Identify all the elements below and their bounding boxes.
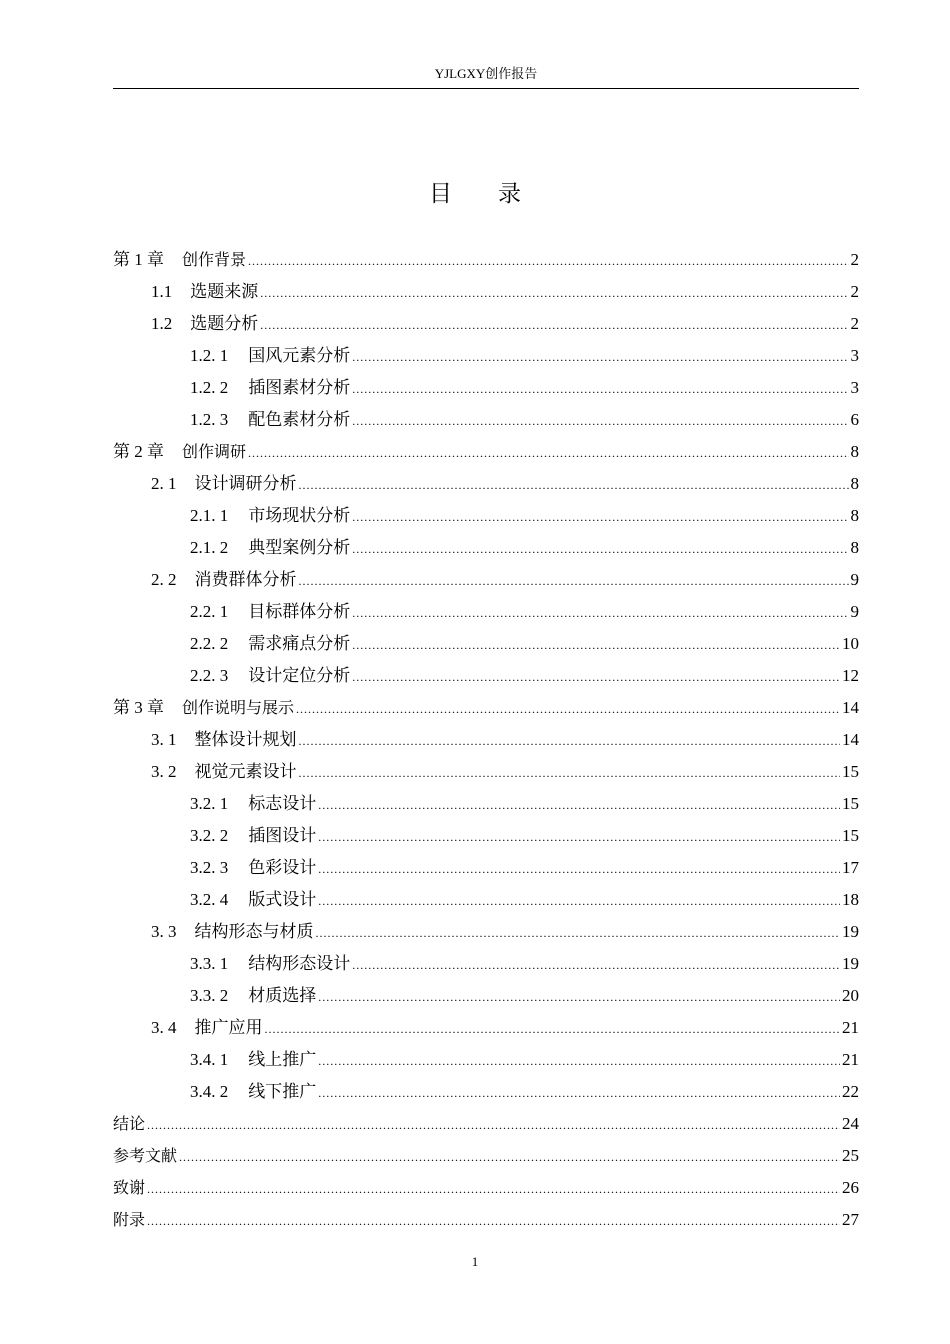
toc-entry[interactable] (113, 500, 859, 532)
toc-dot-leader (299, 565, 849, 597)
toc-entry[interactable] (113, 884, 859, 916)
toc-entry-page: 12 (842, 666, 859, 685)
toc-entry-number: 3.2. 3 (190, 858, 229, 877)
toc-dot-leader (260, 309, 848, 341)
toc-dot-leader (318, 789, 840, 821)
toc-entry[interactable] (113, 372, 859, 404)
toc-entry-title: 设计调研分析 (194, 474, 297, 493)
toc-entry-page: 2 (850, 250, 859, 269)
toc-dot-leader (248, 437, 848, 469)
toc-entry[interactable] (113, 1108, 859, 1140)
toc-entry[interactable] (113, 596, 859, 628)
toc-dot-leader (352, 661, 840, 693)
toc-dot-leader (318, 821, 840, 853)
toc-entry-page: 22 (842, 1082, 859, 1101)
toc-dot-leader (147, 1173, 840, 1205)
toc-entry[interactable] (113, 340, 859, 372)
toc-dot-leader (318, 853, 840, 885)
toc-dot-leader (316, 917, 841, 949)
toc-entry-page: 14 (842, 730, 859, 749)
toc-entry-title: 插图素材分析 (248, 378, 351, 397)
toc-entry[interactable] (113, 1044, 859, 1076)
toc-entry-number: 第 2 章 (113, 442, 164, 461)
toc-entry-title: 材质选择 (248, 986, 317, 1005)
toc-entry[interactable] (113, 852, 859, 884)
toc-entry[interactable] (113, 1076, 859, 1108)
toc-dot-leader (352, 629, 840, 661)
toc-entry-title: 致谢 (113, 1178, 146, 1197)
toc-entry-number: 3. 4 (151, 1018, 177, 1037)
toc-dot-leader (352, 341, 848, 373)
toc-dot-leader (318, 981, 840, 1013)
toc-entry-page: 2 (850, 314, 859, 333)
toc-entry-page: 15 (842, 826, 859, 845)
toc-entry-number: 第 3 章 (113, 698, 164, 717)
toc-entry-number: 2. 1 (151, 474, 177, 493)
toc-entry[interactable] (113, 628, 859, 660)
toc-entry-page: 19 (842, 954, 859, 973)
toc-entry-title: 参考文献 (113, 1146, 178, 1165)
toc-entry-title: 创作说明与展示 (182, 698, 295, 717)
toc-entry-number: 1.2 (151, 314, 173, 333)
toc-entry-title: 选题分析 (190, 314, 259, 333)
toc-entry-title: 版式设计 (248, 890, 317, 909)
toc-dot-leader (352, 949, 840, 981)
toc-dot-leader (318, 885, 840, 917)
toc-entry-title: 创作背景 (182, 250, 247, 269)
toc-entry-number: 3. 2 (151, 762, 177, 781)
toc-entry[interactable] (113, 724, 859, 756)
toc-entry-number: 1.2. 1 (190, 346, 229, 365)
toc-entry-number: 1.2. 3 (190, 410, 229, 429)
toc-entry-page: 17 (842, 858, 859, 877)
toc-entry-page: 10 (842, 634, 859, 653)
toc-entry-page: 21 (842, 1018, 859, 1037)
toc-entry-number: 3.2. 2 (190, 826, 229, 845)
toc-entry[interactable] (113, 1172, 859, 1204)
toc-entry-title: 结构形态与材质 (194, 922, 314, 941)
toc-entry-number: 3.4. 1 (190, 1050, 229, 1069)
toc-entry[interactable] (113, 564, 859, 596)
toc-entry-title: 选题来源 (190, 282, 259, 301)
toc-entry-title: 标志设计 (248, 794, 317, 813)
toc-entry-page: 3 (850, 346, 859, 365)
title-char-1: 目 (429, 181, 452, 206)
toc-entry-title: 整体设计规划 (194, 730, 297, 749)
toc-entry-title: 色彩设计 (248, 858, 317, 877)
toc-entry-page: 3 (850, 378, 859, 397)
toc-entry-title: 配色素材分析 (248, 410, 351, 429)
toc-dot-leader (147, 1205, 840, 1237)
toc-entry-number: 2.1. 1 (190, 506, 229, 525)
toc-entry-number: 3.3. 1 (190, 954, 229, 973)
toc-entry-title: 设计定位分析 (248, 666, 351, 685)
toc-entry-page: 9 (850, 570, 859, 589)
toc-entry-number: 3. 3 (151, 922, 177, 941)
toc-entry-page: 20 (842, 986, 859, 1005)
title-char-2: 录 (498, 181, 521, 206)
toc-entry-title: 结构形态设计 (248, 954, 351, 973)
toc-dot-leader (318, 1077, 840, 1109)
toc-dot-leader (299, 757, 841, 789)
toc-entry-number: 3.2. 1 (190, 794, 229, 813)
toc-entry[interactable] (113, 660, 859, 692)
toc-entry-title: 创作调研 (182, 442, 247, 461)
toc-entry-number: 2.2. 3 (190, 666, 229, 685)
toc-entry[interactable] (113, 436, 859, 468)
toc-dot-leader (352, 405, 848, 437)
toc-entry-number: 2.2. 1 (190, 602, 229, 621)
toc-dot-leader (352, 533, 848, 565)
toc-dot-leader (179, 1141, 840, 1173)
toc-dot-leader (299, 725, 841, 757)
toc-entry-page: 26 (842, 1178, 859, 1197)
toc-entry-page: 19 (842, 922, 859, 941)
toc-entry-page: 15 (842, 762, 859, 781)
toc-dot-leader (147, 1109, 840, 1141)
table-of-contents (113, 244, 859, 1236)
toc-dot-leader (352, 597, 848, 629)
toc-entry-number: 2.2. 2 (190, 634, 229, 653)
toc-entry-title: 插图设计 (248, 826, 317, 845)
toc-entry[interactable] (113, 948, 859, 980)
toc-entry[interactable] (113, 1204, 859, 1236)
toc-dot-leader (352, 373, 848, 405)
toc-entry-title: 线下推广 (248, 1082, 317, 1101)
toc-entry[interactable] (113, 404, 859, 436)
toc-entry-title: 典型案例分析 (248, 538, 351, 557)
toc-entry[interactable] (113, 820, 859, 852)
toc-entry-number: 3.3. 2 (190, 986, 229, 1005)
toc-entry[interactable] (113, 788, 859, 820)
toc-dot-leader (265, 1013, 841, 1045)
toc-entry-title: 推广应用 (194, 1018, 263, 1037)
toc-entry-page: 25 (842, 1146, 859, 1165)
toc-entry-page: 8 (850, 506, 859, 525)
toc-entry-number: 第 1 章 (113, 250, 164, 269)
toc-entry-title: 目标群体分析 (248, 602, 351, 621)
toc-entry-number: 3.4. 2 (190, 1082, 229, 1101)
toc-entry-title: 市场现状分析 (248, 506, 351, 525)
toc-dot-leader (260, 277, 848, 309)
toc-dot-leader (248, 245, 848, 277)
toc-entry[interactable] (113, 244, 859, 276)
toc-entry[interactable] (113, 756, 859, 788)
page-title (0, 175, 950, 208)
toc-entry-page: 14 (842, 698, 859, 717)
toc-entry-title: 线上推广 (248, 1050, 317, 1069)
toc-entry-number: 2.1. 2 (190, 538, 229, 557)
running-header (113, 64, 859, 89)
toc-entry-page: 6 (850, 410, 859, 429)
toc-entry-number: 2. 2 (151, 570, 177, 589)
toc-entry-page: 24 (842, 1114, 859, 1133)
toc-entry-number: 1.1 (151, 282, 173, 301)
toc-entry-number: 1.2. 2 (190, 378, 229, 397)
toc-entry[interactable] (113, 692, 859, 724)
toc-entry-title: 附录 (113, 1210, 146, 1229)
toc-entry-number: 3.2. 4 (190, 890, 229, 909)
toc-entry-page: 8 (850, 538, 859, 557)
toc-entry[interactable] (113, 468, 859, 500)
toc-entry-page: 27 (842, 1210, 859, 1229)
toc-entry-title: 国风元素分析 (248, 346, 351, 365)
toc-entry-page: 2 (850, 282, 859, 301)
toc-entry[interactable] (113, 980, 859, 1012)
toc-entry-title: 结论 (113, 1114, 146, 1133)
toc-entry-page: 9 (850, 602, 859, 621)
toc-entry-page: 15 (842, 794, 859, 813)
toc-entry-page: 8 (850, 474, 859, 493)
header-text: YJLGXY创作报告 (434, 66, 538, 81)
toc-entry[interactable] (113, 532, 859, 564)
toc-entry-page: 18 (842, 890, 859, 909)
toc-entry-title: 消费群体分析 (194, 570, 297, 589)
toc-entry[interactable] (113, 276, 859, 308)
toc-dot-leader (318, 1045, 840, 1077)
toc-dot-leader (299, 469, 849, 501)
toc-dot-leader (352, 501, 848, 533)
toc-dot-leader (296, 693, 840, 725)
toc-entry-title: 需求痛点分析 (248, 634, 351, 653)
toc-entry[interactable] (113, 1012, 859, 1044)
toc-entry-number: 3. 1 (151, 730, 177, 749)
toc-entry[interactable] (113, 308, 859, 340)
toc-entry-title: 视觉元素设计 (194, 762, 297, 781)
page-number: 1 (471, 1254, 479, 1269)
toc-entry-page: 21 (842, 1050, 859, 1069)
toc-entry-page: 8 (850, 442, 859, 461)
toc-entry[interactable] (113, 916, 859, 948)
toc-entry[interactable] (113, 1140, 859, 1172)
